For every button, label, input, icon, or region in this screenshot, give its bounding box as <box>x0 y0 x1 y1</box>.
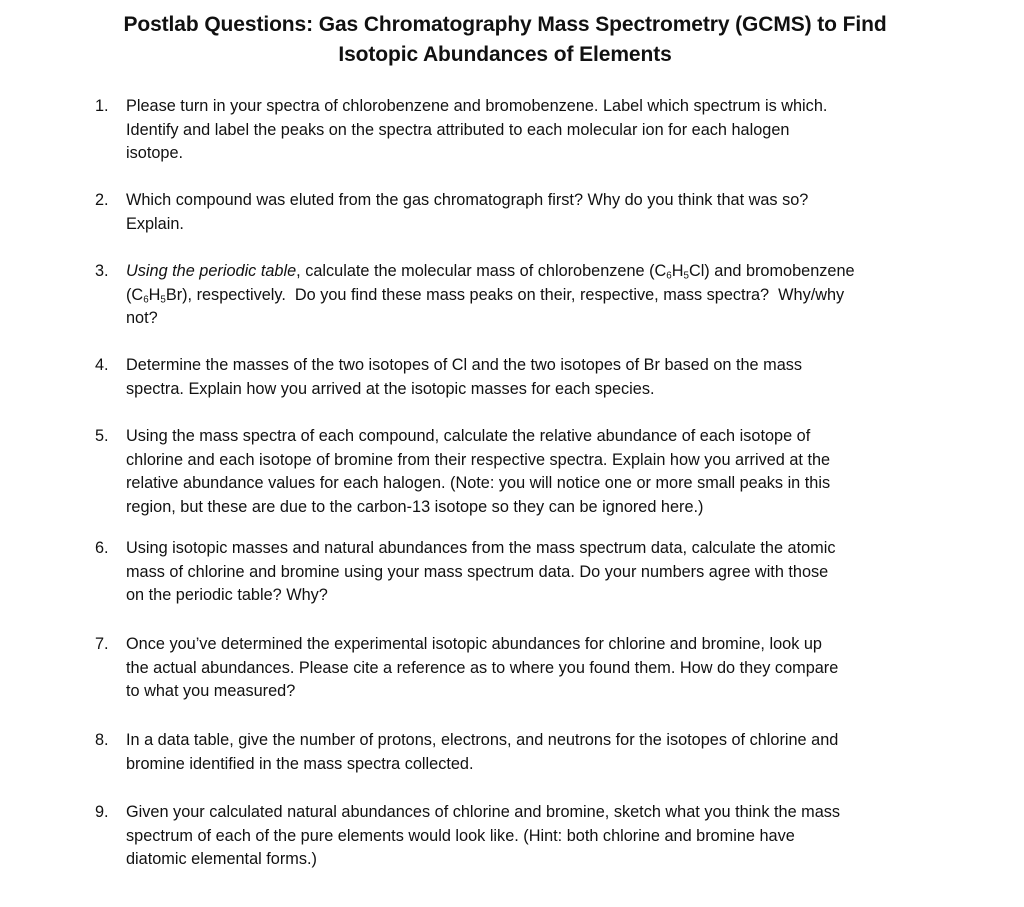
question-number: 5. <box>95 427 109 445</box>
question-number: 6. <box>95 539 109 557</box>
question-line: Determine the masses of the two isotopes of Cl and the two isotopes of Br based on the mass <box>126 356 803 374</box>
question-text <box>126 260 918 331</box>
question-line: Using the mass spectra of each compound, calculate the relative abundance of each isotope of <box>126 427 811 445</box>
italic-phrase: Using the periodic table <box>126 262 297 280</box>
question-text <box>126 354 918 401</box>
question-line: the actual abundances. Please cite a reference as to where you found them. How do they compare <box>126 658 839 677</box>
question-line: Given your calculated natural abundances of chlorine and bromine, sketch what you think the mass <box>126 803 841 821</box>
question-line: relative abundance values for each halogen. (Note: you will notice one or more small peaks in this <box>126 474 831 492</box>
question-line: mass of chlorine and bromine using your mass spectrum data. Do your numbers agree with those <box>126 562 829 581</box>
question-number: 8. <box>95 731 109 749</box>
question-line: diatomic elemental forms.) <box>126 850 317 868</box>
question-number: 4. <box>95 356 109 374</box>
title-line-1: Postlab Questions: Gas Chromatography Mass Spectrometry (GCMS) to Find <box>123 13 887 36</box>
question-line: to what you measured? <box>126 682 296 700</box>
question-number: 2. <box>95 191 109 209</box>
question-number: 1. <box>95 97 109 115</box>
question-line: chlorine and each isotope of bromine from their respective spectra. Explain how you arrived at the <box>126 450 831 469</box>
question-line: Please turn in your spectra of chlorobenzene and bromobenzene. Label which spectrum is which. <box>126 97 828 115</box>
question-line: Once you’ve determined the experimental isotopic abundances for chlorine and bromine, look up <box>126 635 822 653</box>
question-text <box>126 633 918 704</box>
question-line: Identify and label the peaks on the spectra attributed to each molecular ion for each halogen <box>126 120 790 139</box>
question-line: Using isotopic masses and natural abundances from the mass spectrum data, calculate the atomic <box>126 539 836 557</box>
question-line: on the periodic table? Why? <box>126 586 328 604</box>
question-line: $(C_6H_5Br)$, respectively. Do you find these mass peaks on their, respective, mass spectra? Why/why <box>126 285 845 305</box>
question-text <box>126 189 918 236</box>
question-line: spectrum of each of the pure elements would look like. (Hint: both chlorine and bromine have <box>126 826 795 845</box>
question-text <box>126 537 918 608</box>
question-number: 3. <box>95 262 109 280</box>
question-line: isotope. <box>126 144 184 162</box>
question-line: bromine identified in the mass spectra collected. <box>126 754 474 773</box>
page-title <box>60 10 950 70</box>
question-line: Using the periodic table, calculate the molecular mass of chlorobenzene $(C_6H_5Cl)$ and bromobenzene <box>126 262 855 282</box>
question-text <box>126 95 918 166</box>
question-text <box>126 729 918 776</box>
question-line: Which compound was eluted from the gas chromatograph first? Why do you think that was so? <box>126 191 809 209</box>
question-line: region, but these are due to the carbon-13 isotope so they can be ignored here.) <box>126 497 704 516</box>
question-line: spectra. Explain how you arrived at the isotopic masses for each species. <box>126 379 655 398</box>
question-line: not? <box>126 309 158 327</box>
question-text <box>126 425 918 519</box>
question-number: 9. <box>95 803 109 821</box>
question-line: In a data table, give the number of protons, electrons, and neutrons for the isotopes of chlorine and <box>126 731 839 749</box>
question-line: Explain. <box>126 214 184 233</box>
question-number: 7. <box>95 635 109 653</box>
question-text <box>126 801 918 872</box>
title-line-2: Isotopic Abundances of Elements <box>338 43 672 66</box>
